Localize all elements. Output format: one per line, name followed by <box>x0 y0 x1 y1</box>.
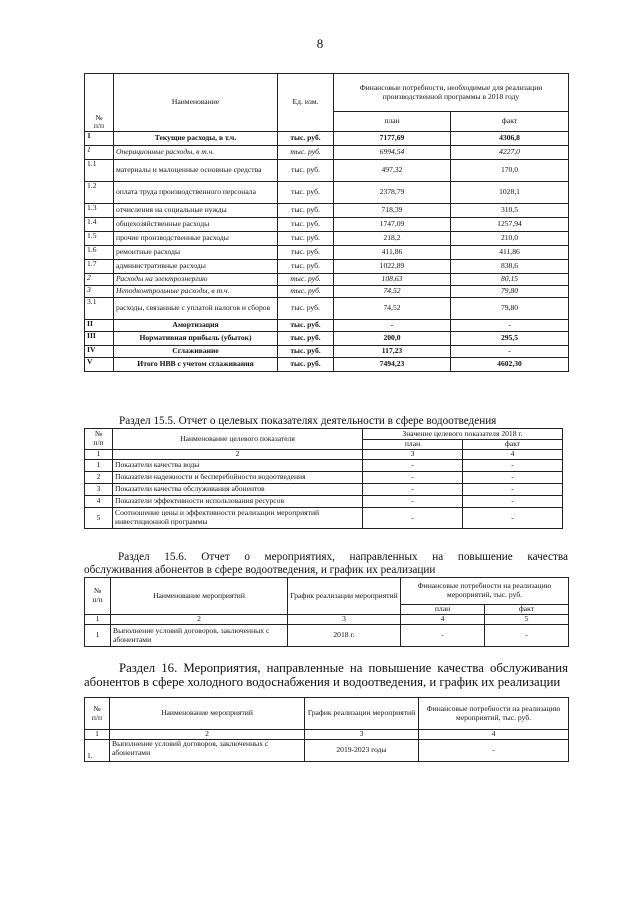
table-row <box>85 246 569 260</box>
col-number: 3 <box>305 730 419 740</box>
row-plan-value: - <box>401 625 485 647</box>
row-unit: тыс. руб. <box>278 182 334 204</box>
row-number: II <box>85 320 114 332</box>
table-row <box>85 232 569 246</box>
col-number: 2 <box>111 615 288 625</box>
row-name: расходы, связанные с уплатой налогов и сборов <box>114 298 278 320</box>
row-number: 1.5 <box>85 232 114 246</box>
row-number: IV <box>85 346 114 358</box>
col-number: 4 <box>463 450 563 460</box>
row-unit: тыс. руб. <box>278 358 334 372</box>
row-finance-value: - <box>419 740 569 762</box>
col-number: 5 <box>485 615 569 625</box>
col-number: 3 <box>363 450 463 460</box>
col-number: 3 <box>288 615 401 625</box>
row-name: материалы и малоценные основные средства <box>114 160 278 182</box>
row-schedule: 2018 г. <box>288 625 401 647</box>
table-row <box>85 472 563 484</box>
header-plan: план <box>363 440 463 450</box>
row-fact-value: - <box>485 625 569 647</box>
row-number: 2 <box>85 472 113 484</box>
row-unit: тыс. руб. <box>278 346 334 358</box>
header-measure-name: Наименование мероприятий <box>111 578 288 615</box>
header-schedule: График реализации мероприятий <box>288 578 401 615</box>
table-row <box>85 160 569 182</box>
column-number-row <box>85 730 569 740</box>
row-fact-value: - <box>463 460 563 472</box>
col-number: 1 <box>85 730 110 740</box>
table-row <box>85 218 569 232</box>
table-row <box>85 320 569 332</box>
row-fact-value: 1028,1 <box>451 182 569 204</box>
row-plan-value: 1747,09 <box>334 218 451 232</box>
row-unit: тыс. руб. <box>278 132 334 146</box>
table-row <box>85 260 569 274</box>
row-fact-value: 4227,0 <box>451 146 569 160</box>
row-number: 1 <box>85 146 114 160</box>
row-unit: тыс. руб. <box>278 332 334 346</box>
row-unit: тыс. руб. <box>278 320 334 332</box>
row-fact-value: 1257,94 <box>451 218 569 232</box>
table-row <box>85 508 563 529</box>
row-number: 1.4 <box>85 218 114 232</box>
table-row <box>85 182 569 204</box>
col-number: 1 <box>85 450 113 460</box>
row-fact-value: 4602,30 <box>451 358 569 372</box>
table-row <box>85 358 569 372</box>
header-finance: Финансовые потребности, необходимые для реализации производственной программы в 2018 году <box>334 74 569 112</box>
row-number: 3 <box>85 286 114 298</box>
row-plan-value: 7494,23 <box>334 358 451 372</box>
row-plan-value: 108,63 <box>334 274 451 286</box>
row-name: Операционные расходы, в т.ч. <box>114 146 278 160</box>
row-plan-value: 2378,79 <box>334 182 451 204</box>
row-name: Расходы на электроэнергию <box>114 274 278 286</box>
table-row <box>85 496 563 508</box>
row-fact-value: 170,0 <box>451 160 569 182</box>
row-plan-value: 497,32 <box>334 160 451 182</box>
water-supply-measures-table <box>84 697 569 762</box>
header-fact: факт <box>463 440 563 450</box>
row-plan-value: 411,86 <box>334 246 451 260</box>
row-name: Нормативная прибыль (убыток) <box>114 332 278 346</box>
row-unit: тыс. руб. <box>278 160 334 182</box>
row-fact-value: 310,5 <box>451 204 569 218</box>
row-number: 2 <box>85 274 114 286</box>
row-unit: тыс. руб. <box>278 218 334 232</box>
header-finance: Финансовые потребности на реализацию мероприятий, тыс. руб. <box>401 578 569 605</box>
row-number: 1.7 <box>85 260 114 274</box>
table-row <box>85 204 569 218</box>
header-finance: Финансовые потребности на реализацию мероприятий, тыс. руб. <box>419 698 569 730</box>
row-fact-value: 79,80 <box>451 286 569 298</box>
header-schedule: График реализации мероприятий <box>305 698 419 730</box>
table-row <box>85 740 569 762</box>
table-row <box>85 146 569 160</box>
row-unit: тыс. руб. <box>278 204 334 218</box>
section-15-5-title: Раздел 15.5. Отчет о целевых показателях деятельности в сфере водоотведения <box>119 415 497 427</box>
row-plan-value: 218,2 <box>334 232 451 246</box>
row-number: III <box>85 332 114 346</box>
row-number: 1.2 <box>85 182 114 204</box>
table-row <box>85 625 569 647</box>
row-plan-value: 200,0 <box>334 332 451 346</box>
row-plan-value: 718,39 <box>334 204 451 218</box>
row-name: Неподконтрольные расходы, в т.ч. <box>114 286 278 298</box>
row-number: 1.1 <box>85 160 114 182</box>
col-number: 4 <box>419 730 569 740</box>
row-name: административные расходы <box>114 260 278 274</box>
row-fact-value: - <box>451 346 569 358</box>
header-plan: план <box>334 112 451 132</box>
table-row <box>85 484 563 496</box>
row-fact-value: 79,80 <box>451 298 569 320</box>
header-plan: план <box>401 605 485 615</box>
row-fact-value: - <box>463 508 563 529</box>
row-number: 1 <box>85 132 114 146</box>
row-name: Итого НВВ с учетом сглаживания <box>114 358 278 372</box>
row-unit: тыс. руб. <box>278 146 334 160</box>
row-number: 1. <box>85 740 110 762</box>
row-fact-value: 4306,8 <box>451 132 569 146</box>
service-quality-measures-table <box>84 577 569 647</box>
section-15-6-title-line1: Раздел 15.6. Отчет о мероприятиях, направленных на повышение качества <box>118 551 568 563</box>
row-plan-value: 74,52 <box>334 298 451 320</box>
table-row <box>85 332 569 346</box>
row-plan-value: - <box>363 484 463 496</box>
row-number: 4 <box>85 496 113 508</box>
row-plan-value: 7177,69 <box>334 132 451 146</box>
header-indicator-name: Наименование целевого показателя <box>113 429 363 450</box>
row-fact-value: 210,0 <box>451 232 569 246</box>
header-num: № п/п <box>85 429 113 450</box>
row-number: 1.6 <box>85 246 114 260</box>
row-plan-value: - <box>363 508 463 529</box>
section-15-6-title-line2: обслуживания абонентов в сфере водоотведения, и график их реализации <box>84 564 436 576</box>
row-name: отчисления на социальные нужды <box>114 204 278 218</box>
row-plan-value: - <box>363 472 463 484</box>
row-schedule: 2019-2023 годы <box>305 740 419 762</box>
table-row <box>85 346 569 358</box>
header-indicator-value: Значение целевого показателя 2018 г. <box>363 429 563 440</box>
row-plan-value: - <box>363 496 463 508</box>
col-number: 4 <box>401 615 485 625</box>
row-name: оплата труда производственного персонала <box>114 182 278 204</box>
row-fact-value: 838,6 <box>451 260 569 274</box>
table-row <box>85 460 563 472</box>
header-measure-name: Наименование мероприятий <box>110 698 305 730</box>
row-number: 3.1 <box>85 298 114 320</box>
row-fact-value: 411,86 <box>451 246 569 260</box>
row-fact-value: - <box>463 484 563 496</box>
table-row <box>85 274 569 286</box>
header-fact: факт <box>485 605 569 615</box>
row-name: общехозяйственные расходы <box>114 218 278 232</box>
row-measure-name: Выполнение условий договоров, заключенных с абонентами <box>111 625 288 647</box>
row-unit: тыс. руб. <box>278 260 334 274</box>
row-fact-value: - <box>451 320 569 332</box>
section-16-title-line1: Раздел 16. Мероприятия, направленные на повышение качества обслуживания <box>119 661 568 675</box>
row-indicator-name: Соотношение цены и эффективности реализации мероприятий инвестиционной программы <box>113 508 363 529</box>
row-number: 1.3 <box>85 204 114 218</box>
target-indicators-table <box>84 428 563 529</box>
row-name: Сглаживание <box>114 346 278 358</box>
header-name: Наименование <box>114 74 278 132</box>
row-fact-value: - <box>463 496 563 508</box>
table-row <box>85 286 569 298</box>
row-name: прочие производственные расходы <box>114 232 278 246</box>
row-fact-value: 295,5 <box>451 332 569 346</box>
row-measure-name: Выполнение условий договоров, заключенных с абонентами <box>110 740 305 762</box>
row-unit: тыс. руб. <box>278 298 334 320</box>
row-unit: тыс. руб. <box>278 246 334 260</box>
header-fact: факт <box>451 112 569 132</box>
row-indicator-name: Показатели надежности и бесперебойности водоотведения <box>113 472 363 484</box>
header-num: № п/п <box>85 698 110 730</box>
row-fact-value: - <box>463 472 563 484</box>
header-unit: Ед. изм. <box>278 74 334 132</box>
row-indicator-name: Показатели качества воды <box>113 460 363 472</box>
row-unit: тыс. руб. <box>278 232 334 246</box>
column-number-row <box>85 450 563 460</box>
row-number: V <box>85 358 114 372</box>
section-16-title-line2: абонентов в сфере холодного водоснабжения и водоотведения, и график их реализации <box>84 675 561 689</box>
row-plan-value: 1022,89 <box>334 260 451 274</box>
row-unit: тыс. руб. <box>278 286 334 298</box>
col-number: 1 <box>85 615 111 625</box>
header-num: № п/п <box>85 74 114 132</box>
row-plan-value: - <box>363 460 463 472</box>
production-program-finance-table <box>84 73 569 372</box>
col-number: 2 <box>110 730 305 740</box>
row-number: 3 <box>85 484 113 496</box>
row-plan-value: 117,23 <box>334 346 451 358</box>
row-name: Текущие расходы, в т.ч. <box>114 132 278 146</box>
column-number-row <box>85 615 569 625</box>
row-name: ремонтные расходы <box>114 246 278 260</box>
row-fact-value: 80,15 <box>451 274 569 286</box>
header-num: № п/п <box>85 578 111 615</box>
row-plan-value: 74,52 <box>334 286 451 298</box>
page-number: 8 <box>316 36 324 51</box>
row-number: 5 <box>85 508 113 529</box>
row-indicator-name: Показатели эффективности использования ресурсов <box>113 496 363 508</box>
table-row <box>85 132 569 146</box>
row-plan-value: 6994,54 <box>334 146 451 160</box>
row-plan-value: - <box>334 320 451 332</box>
row-number: 1 <box>85 625 111 647</box>
row-number: 1 <box>85 460 113 472</box>
row-indicator-name: Показатели качества обслуживания абонентов <box>113 484 363 496</box>
table-row <box>85 298 569 320</box>
col-number: 2 <box>113 450 363 460</box>
row-unit: тыс. руб. <box>278 274 334 286</box>
row-name: Амортизация <box>114 320 278 332</box>
